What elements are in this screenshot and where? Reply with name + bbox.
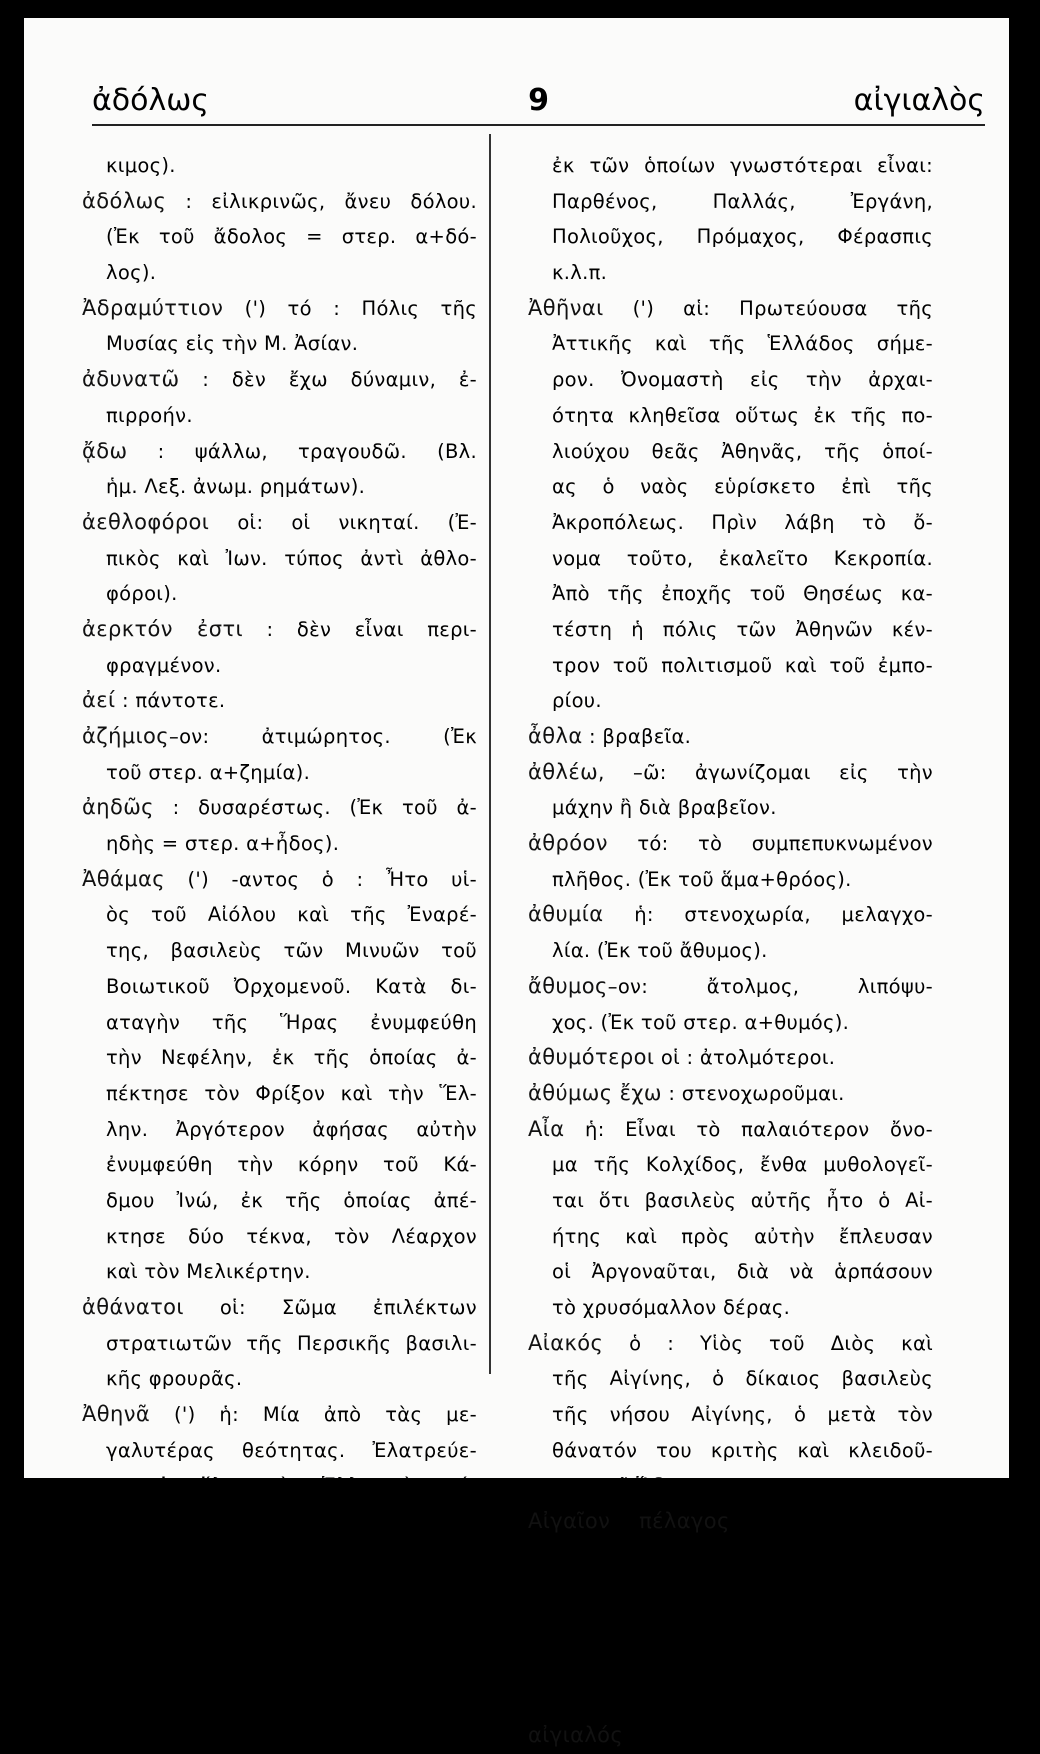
entry-continuation-line xyxy=(528,184,933,220)
definition-text: (') αἱ: Πρωτεύουσα τῆς xyxy=(603,296,933,320)
entry-continuation-line xyxy=(82,1076,477,1112)
definition-text: Μυσίας εἰς τὴν Μ. Ἀσίαν. xyxy=(106,332,359,356)
entry-continuation-line xyxy=(528,1540,933,1576)
entry-continuation-line xyxy=(82,1540,477,1576)
entry-continuation-line xyxy=(528,148,933,184)
definition-text: –ον: ἀτιμώρητος. (Ἐκ xyxy=(169,725,477,748)
definition-text: χος τοῦ Ἅδου. xyxy=(552,1474,695,1498)
headword: ἄθυμος xyxy=(528,973,608,998)
entry-continuation-line xyxy=(82,1147,477,1183)
definition-text: ήτης καὶ πρὸς αὐτὴν ἔπλευσαν xyxy=(552,1224,933,1248)
entry-continuation-line xyxy=(528,541,933,577)
entry-continuation-line xyxy=(528,326,933,362)
entry-continuation-line xyxy=(528,1290,933,1326)
definition-text: οἱ: Σῶμα ἐπιλέκτων xyxy=(183,1296,477,1319)
definition-text: Παρθένος, Παλλάς, Ἐργάνη, xyxy=(552,189,933,213)
entry-continuation-line xyxy=(82,969,477,1005)
definition-text: μα τῆς Κολχίδος, ἔνθα μυθολογεῖ- xyxy=(552,1153,933,1177)
definition-text: φραγμένον. xyxy=(106,653,222,677)
entry-continuation-line xyxy=(82,755,477,791)
entry-continuation-line xyxy=(528,790,933,826)
entry-line xyxy=(528,1076,933,1112)
entry-line xyxy=(82,362,477,398)
entry-continuation-line xyxy=(528,219,933,255)
definition-text: ὁ : Υἱὸς τοῦ Διὸς καὶ xyxy=(603,1331,933,1355)
left-column xyxy=(82,148,477,1754)
headword: Ἀδραμύττιον xyxy=(82,295,224,320)
entry-continuation-line xyxy=(528,576,933,612)
definition-text: πικὸς καὶ Ἰων. τύπος ἀντὶ ἀθλο- xyxy=(106,546,477,570)
definition-text: Αἰγέα, τὸν βασιλέα τῶν Ἀθηνῶν xyxy=(552,1617,933,1641)
definition-text: : ψάλλω, τραγουδῶ. (Βλ. xyxy=(127,439,477,463)
entry-continuation-line xyxy=(528,862,933,898)
entry-continuation-line xyxy=(82,826,477,862)
entry-continuation-line xyxy=(82,1433,477,1469)
entry-continuation-line xyxy=(528,1361,933,1397)
headword: ἀδυνατῶ xyxy=(82,367,180,392)
definition-text: : δὲν εἶναι περι- xyxy=(243,617,477,641)
entry-continuation-line xyxy=(528,434,933,470)
entry-continuation-line xyxy=(82,1576,477,1612)
definition-text: ἐπνίγη εἰς αὐτό. xyxy=(552,1688,716,1712)
definition-text: Ἔφερε δὲ καὶ πολλὰς ἐπωνυμίας, xyxy=(106,1724,439,1748)
headword: Ἀθηνᾶ xyxy=(82,1402,151,1427)
header-first-entry: ἀδόλως xyxy=(92,83,209,118)
entry-continuation-line xyxy=(528,933,933,969)
entry-continuation-line xyxy=(528,648,933,684)
definition-text: Ἀκροπόλεως. Πρὶν λάβη τὸ ὄ- xyxy=(552,510,933,534)
definition-text: καὶ πατέρα τοῦ Θησέως, ὁ ὁποῖος xyxy=(552,1652,933,1676)
headword: ἀθρόον xyxy=(528,831,608,856)
entry-continuation-line xyxy=(82,648,477,684)
headword: ἀεθλοφόροι xyxy=(82,509,210,534)
entry-continuation-line xyxy=(82,255,477,291)
entry-continuation-line xyxy=(82,1647,477,1683)
headword: Αἰγαῖον πέλαγος xyxy=(528,1509,730,1534)
entry-continuation-line xyxy=(528,1468,933,1504)
entry-line xyxy=(82,1397,477,1433)
entry-line xyxy=(528,1504,933,1540)
entry-continuation-line xyxy=(82,576,477,612)
entry-continuation-line xyxy=(82,1040,477,1076)
definition-text: Ἀττικῆς καὶ τῆς Ἑλλάδος σήμε- xyxy=(552,332,933,356)
entry-line xyxy=(528,719,933,755)
definition-text: ἡ: Εἶναι τὸ παλαιότερον ὄνο- xyxy=(564,1117,933,1141)
definition-text: : εἰλικρινῶς, ἄνευ δόλου. xyxy=(166,189,477,213)
entry-continuation-line xyxy=(82,897,477,933)
definition-text: (Ἐκ τοῦ ἄδολος = στερ. α+δό- xyxy=(106,225,477,249)
definition-text: τό: τὸ συμπεπυκνωμένον xyxy=(607,832,933,856)
entry-continuation-line xyxy=(528,1183,933,1219)
headword: ἀζήμιος xyxy=(82,724,170,748)
definition-text: ἐνυμφεύθη τὴν κόρην τοῦ Κά- xyxy=(106,1153,477,1177)
definition-text: : δὲν ἔχω δύναμιν, ἐ- xyxy=(179,368,477,392)
entry-continuation-line xyxy=(82,1718,477,1754)
entry-line xyxy=(82,612,477,648)
entry-continuation-line xyxy=(82,1468,477,1504)
entry-continuation-line xyxy=(82,1183,477,1219)
definition-text: γαλυτέρας θεότητας. Ἐλατρεύε- xyxy=(106,1438,477,1462)
definition-text: κιμος). xyxy=(106,154,176,177)
definition-text: βολον αὐτῆς ἐθεωρεῖτο ἡ γλαύξ. xyxy=(106,1688,477,1712)
definition-text: : στενοχωροῦμαι. xyxy=(661,1081,845,1105)
entry-continuation-line xyxy=(528,505,933,541)
definition-text: πέκτησε τὸν Φρίξον καὶ τὴν Ἕλ- xyxy=(106,1081,477,1105)
headword: ἀθύμως ἔχω xyxy=(528,1080,662,1105)
entry-continuation-line xyxy=(528,398,933,434)
entry-continuation-line xyxy=(528,683,933,719)
entry-line xyxy=(528,897,933,933)
definition-text: λία. (Ἐκ τοῦ ἄθυμος). xyxy=(552,939,768,963)
definition-text: Βοιωτικοῦ Ὀρχομενοῦ. Κατὰ δι- xyxy=(106,974,477,998)
definition-text: νομα τοῦτο, ἐκαλεῖτο Κεκροπία. xyxy=(552,546,933,570)
definition-text: πλῆθος. (Ἐκ τοῦ ἅμα+θρόος). xyxy=(552,867,852,891)
entry-line xyxy=(82,184,477,220)
definition-text: ὸς τοῦ Αἰόλου καὶ τῆς Ἐναρέ- xyxy=(106,903,477,927)
definition-text: πιρροήν. xyxy=(106,403,193,427)
definition-text: χος. (Ἐκ τοῦ στερ. α+θυμός). xyxy=(552,1010,850,1034)
definition-text: (') ἡ: Μία ἀπὸ τὰς με- xyxy=(150,1403,477,1427)
definition-text: : βραβεῖα. xyxy=(582,725,692,748)
definition-text: , –ῶ: ἀγωνίζομαι εἰς τὴν xyxy=(598,760,933,784)
entry-line xyxy=(528,826,933,862)
definition-text: κτησε δύο τέκνα, τὸν Λέαρχον xyxy=(106,1224,477,1248)
definition-text: λιούχου θεᾶς Ἀθηνᾶς, τῆς ὁποί- xyxy=(552,439,933,463)
headword: αἰγιαλός xyxy=(528,1723,624,1748)
definition-text: οἱ: οἱ νικηταί. (Ἐ- xyxy=(209,510,477,534)
definition-text: της, βασιλεὺς τῶν Μινυῶν τοῦ xyxy=(106,939,477,963)
definition-text: πέλαγος ἔλαβε τὸ ὄνομα ἀπὸ τὸν xyxy=(552,1581,933,1605)
headword: Αἰακός xyxy=(528,1330,604,1355)
definition-text: (') -αντος ὁ : Ἦτο υἱ- xyxy=(165,867,477,891)
right-column xyxy=(528,148,933,1754)
headword: ἀθλέω xyxy=(528,759,599,784)
entry-line xyxy=(82,862,477,898)
page-number: 9 xyxy=(528,83,549,118)
entry-line xyxy=(528,1326,933,1362)
definition-text: ται ὅτι βασιλεὺς αὐτῆς ἦτο ὁ Αἰ- xyxy=(552,1188,933,1212)
definition-text: ότητα κληθεῖσα οὕτως ἐκ τῆς πο- xyxy=(552,403,933,427)
entry-line xyxy=(528,1112,933,1148)
definition-text: τέστη ἡ πόλις τῶν Ἀθηνῶν κέν- xyxy=(552,617,933,641)
entry-continuation-line xyxy=(82,1611,477,1647)
entry-line xyxy=(528,291,933,327)
headword: Ἀθάμας xyxy=(82,866,165,891)
entry-continuation-line xyxy=(82,219,477,255)
entry-line xyxy=(82,291,477,327)
definition-text: ηδὴς = στερ. α+ἦδος). xyxy=(106,832,340,856)
entry-line xyxy=(82,719,477,755)
definition-text: κ.λ.π. xyxy=(552,261,608,285)
definition-text: : πάντοτε. xyxy=(115,689,226,713)
entry-continuation-line xyxy=(82,933,477,969)
headword: Αἶα xyxy=(528,1116,565,1141)
definition-text: λος). xyxy=(106,261,157,285)
entry-continuation-line xyxy=(528,1147,933,1183)
entry-line xyxy=(82,683,477,719)
definition-text: ὁ : ἀλίμενος παραλία. xyxy=(623,1724,849,1748)
headword: ἀεί xyxy=(82,688,116,713)
definition-text: ἐκ τῶν ὁποίων γνωστότεραι εἶναι: xyxy=(552,154,933,177)
entry-continuation-line xyxy=(528,1005,933,1041)
entry-continuation-line xyxy=(528,1397,933,1433)
header-rule xyxy=(92,124,985,126)
definition-text: δμου Ἰνώ, ἐκ τῆς ὁποίας ἀπέ- xyxy=(106,1188,477,1212)
entry-continuation-line xyxy=(82,398,477,434)
definition-text: ἡμ. Λεξ. ἀνωμ. ρημάτων). xyxy=(106,475,366,499)
definition-text: οἱ Ἀργοναῦται, διὰ νὰ ἁρπάσουν xyxy=(552,1260,933,1284)
definition-text: ας ὁ ναὸς εὑρίσκετο ἐπὶ τῆς xyxy=(552,475,933,499)
entry-line xyxy=(528,755,933,791)
entry-continuation-line xyxy=(82,1005,477,1041)
definition-text: Ἀπὸ τῆς ἐποχῆς τοῦ Θησέως κα- xyxy=(552,582,933,606)
entry-continuation-line xyxy=(82,1683,477,1719)
definition-text: το εἰς ὅλον τὸν Ἑλληνικὸν κό- xyxy=(106,1474,477,1498)
entry-continuation-line xyxy=(528,1254,933,1290)
headword: ἆθλα xyxy=(528,724,583,748)
definition-text: λην. Ἀργότερον ἀφήσας αὐτὴν xyxy=(106,1117,477,1141)
entry-continuation-line xyxy=(82,1254,477,1290)
entry-continuation-line xyxy=(528,1576,933,1612)
definition-text: καὶ τὸν Μελικέρτην. xyxy=(106,1260,311,1284)
definition-text: τῆς Αἰγίνης, ὁ δίκαιος βασιλεὺς xyxy=(552,1367,933,1391)
definition-text: οἱ : ἀτολμότεροι. xyxy=(654,1046,836,1070)
entry-line xyxy=(82,434,477,470)
definition-text: ρίου. xyxy=(552,689,602,713)
entry-continuation-line xyxy=(528,1683,933,1719)
entry-continuation-line xyxy=(528,1433,933,1469)
entry-line xyxy=(82,505,477,541)
definition-text: –ον: ἄτολμος, λιπόψυ- xyxy=(607,974,933,998)
definition-text: γάτηρ τοῦ Διὸς καὶ θεὰ τῆς σο- xyxy=(106,1617,477,1641)
definition-text: ἡ: στενοχωρία, μελαγχο- xyxy=(603,903,933,927)
entry-continuation-line xyxy=(528,1611,933,1647)
definition-text: ρον. Ὀνομαστὴ εἰς τὴν ἀρχαι- xyxy=(552,368,933,392)
page-header xyxy=(92,72,985,122)
entry-continuation-line xyxy=(82,148,477,184)
entry-continuation-line xyxy=(528,255,933,291)
entry-continuation-line xyxy=(82,326,477,362)
definition-text: τό: Κατὰ τὴν xyxy=(729,1510,933,1534)
entry-continuation-line xyxy=(528,362,933,398)
entry-continuation-line xyxy=(82,1219,477,1255)
entry-continuation-line xyxy=(82,1112,477,1148)
definition-text: (') τό : Πόλις τῆς xyxy=(223,296,477,320)
definition-text: Πολιοῦχος, Πρόμαχος, Φέρασπις xyxy=(552,225,933,249)
entry-continuation-line xyxy=(528,1647,933,1683)
definition-text: φίας καὶ φρονήσεως. Ἱερὸν σύμ- xyxy=(106,1652,477,1676)
entry-continuation-line xyxy=(528,1219,933,1255)
definition-text: στρατιωτῶν τῆς Περσικῆς βασιλι- xyxy=(106,1331,477,1355)
column-divider xyxy=(489,134,491,1374)
entry-line xyxy=(528,969,933,1005)
definition-text: τοῦ στερ. α+ζημία). xyxy=(106,760,311,784)
definition-text: τὸ χρυσόμαλλον δέρας. xyxy=(552,1296,791,1319)
entry-line xyxy=(528,1718,933,1754)
definition-text: κῆς φρουρᾶς. xyxy=(106,1367,243,1391)
headword: Ἀθῆναι xyxy=(528,295,604,320)
definition-text: μυθολογίαν τὸ γνωστὸν τοῦτο xyxy=(552,1545,933,1569)
definition-text: τρον τοῦ πολιτισμοῦ καὶ τοῦ ἐμπο- xyxy=(552,653,933,677)
headword: ἀδόλως xyxy=(82,188,167,213)
header-last-entry: αἰγιαλὸς xyxy=(853,83,985,118)
definition-text: αταγὴν τῆς Ἥρας ἐνυμφεύθη xyxy=(106,1010,477,1034)
definition-text: μάχην ἢ διὰ βραβεῖον. xyxy=(552,796,777,820)
definition-text: θάνατόν του κριτὴς καὶ κλειδοῦ- xyxy=(552,1438,933,1462)
entry-continuation-line xyxy=(82,1504,477,1540)
entry-continuation-line xyxy=(82,1361,477,1397)
entry-line xyxy=(528,1040,933,1076)
entry-continuation-line xyxy=(528,469,933,505)
entry-line xyxy=(82,1290,477,1326)
definition-text: βει καὶ τὴν προστασίαν. Ἦτο θυ- xyxy=(106,1581,477,1605)
definition-text: φόροι). xyxy=(106,582,178,606)
headword: ἀθυμότεροι xyxy=(528,1045,655,1070)
definition-text: σμον καὶ ἰδιαιτέρως εἰς τὰς Ἀ- xyxy=(106,1510,477,1534)
definition-text: τὴν Νεφέλην, ἐκ τῆς ὁποίας ἀ- xyxy=(106,1046,477,1070)
definition-text: τῆς νήσου Αἰγίνης, ὁ μετὰ τὸν xyxy=(552,1403,933,1427)
definition-text: : δυσαρέστως. (Ἐκ τοῦ ἀ- xyxy=(153,796,477,820)
entry-continuation-line xyxy=(82,541,477,577)
headword: ἀερκτόν ἐστι xyxy=(82,616,244,641)
headword: ᾄδω xyxy=(82,438,128,463)
entry-line xyxy=(82,790,477,826)
headword: ἀθυμία xyxy=(528,902,604,927)
entry-continuation-line xyxy=(82,469,477,505)
headword: ἀθάνατοι xyxy=(82,1295,184,1319)
entry-continuation-line xyxy=(528,612,933,648)
headword: ἀηδῶς xyxy=(82,795,154,820)
definition-text: θήνας, τῶν ὁποίων εἶχεν ἀναλά- xyxy=(106,1545,477,1569)
entry-continuation-line xyxy=(82,1326,477,1362)
